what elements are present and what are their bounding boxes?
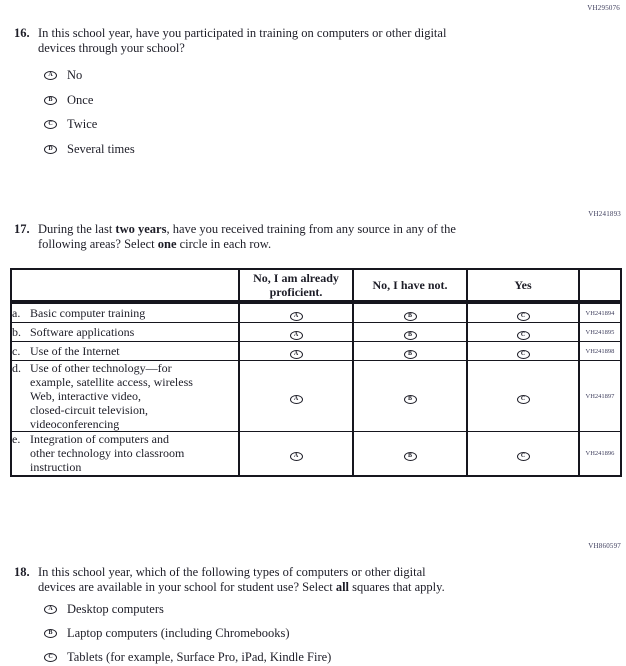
answer-bubble-a[interactable]: A (290, 452, 303, 461)
answer-bubble-d[interactable]: D (44, 145, 57, 154)
row-c-item-code: VH241898 (579, 342, 621, 361)
row-c-label-cell (11, 342, 239, 361)
question-18-text (38, 565, 445, 595)
row-b-yes-cell[interactable] (467, 323, 579, 342)
table-row-a (11, 303, 621, 323)
row-e-yes-cell[interactable] (467, 432, 579, 476)
row-b-proficient-cell[interactable] (239, 323, 353, 342)
question-18-number: 18. (14, 565, 30, 579)
answer-bubble-a[interactable]: A (290, 312, 303, 321)
answer-bubble-b[interactable]: B (44, 629, 57, 638)
row-label-line: example, satellite access, wireless (30, 375, 193, 389)
header-already-proficient: No, I am already proficient. (239, 269, 353, 301)
q16-option-several-times[interactable] (44, 142, 135, 156)
header-yes: Yes (467, 269, 579, 301)
question-18-line2: devices are available in your school for student use? Select all squares that apply. (38, 580, 445, 594)
header-code-column (579, 269, 621, 301)
question-16 (14, 26, 446, 56)
answer-bubble-b[interactable]: B (44, 96, 57, 105)
row-letter: e. (12, 432, 21, 447)
row-label-line: other technology into classroom (30, 446, 185, 461)
row-b-label-cell (11, 323, 239, 342)
row-label-line: Use of other technology—for (30, 361, 172, 375)
answer-bubble-c[interactable]: C (517, 395, 530, 404)
table-row-b (11, 323, 621, 342)
question-18 (14, 565, 445, 595)
q18-item-code: VH860597 (588, 542, 621, 550)
row-b-have-not-cell[interactable] (353, 323, 467, 342)
option-label: Laptop computers (including Chromebooks) (67, 626, 290, 640)
question-17-line1: During the last two years, have you received training from any source in any of the (38, 222, 456, 236)
row-d-item-code: VH241897 (579, 361, 621, 432)
question-16-line1: In this school year, have you participated in training on computers or other digital (38, 26, 447, 40)
answer-bubble-a[interactable]: A (290, 331, 303, 340)
q16-option-once[interactable] (44, 93, 93, 107)
question-16-text (38, 26, 446, 56)
row-c-have-not-cell[interactable] (353, 342, 467, 361)
row-a-have-not-cell[interactable] (353, 303, 467, 323)
answer-bubble-c[interactable]: C (44, 653, 57, 662)
option-label: Twice (67, 117, 98, 131)
question-16-line2: devices through your school? (38, 41, 185, 55)
question-18-line1: In this school year, which of the following types of computers or other digital (38, 565, 426, 579)
row-e-label-cell (11, 432, 239, 476)
row-label-line: Use of the Internet (30, 344, 120, 358)
row-label-line: Software applications (30, 325, 135, 339)
row-e-item-code: VH241896 (579, 432, 621, 476)
answer-bubble-a[interactable]: A (44, 605, 57, 614)
row-a-yes-cell[interactable] (467, 303, 579, 323)
row-label-line: instruction (30, 460, 82, 475)
q16-item-code: VH295076 (587, 4, 620, 12)
answer-bubble-b[interactable]: B (404, 312, 417, 321)
question-17 (14, 222, 456, 252)
question-16-number: 16. (14, 26, 30, 40)
answer-bubble-b[interactable]: B (404, 395, 417, 404)
row-d-label-cell (11, 361, 239, 432)
answer-bubble-c[interactable]: C (517, 452, 530, 461)
answer-bubble-c[interactable]: C (44, 120, 57, 129)
question-17-line2: following areas? Select one circle in each row. (38, 237, 272, 251)
header-have-not: No, I have not. (353, 269, 467, 301)
table-header-row (11, 269, 621, 301)
row-letter: a. (12, 306, 21, 320)
question-17-number: 17. (14, 222, 30, 236)
row-d-have-not-cell[interactable] (353, 361, 467, 432)
table-row-d (11, 361, 621, 432)
q17-response-table (10, 268, 622, 477)
answer-bubble-b[interactable]: B (404, 331, 417, 340)
option-label: Tablets (for example, Surface Pro, iPad, Kindle Fire) (67, 650, 332, 664)
q17-item-code: VH241893 (588, 210, 621, 218)
row-label-line: videoconferencing (30, 417, 120, 431)
answer-bubble-a[interactable]: A (290, 395, 303, 404)
row-c-proficient-cell[interactable] (239, 342, 353, 361)
answer-bubble-a[interactable]: A (44, 71, 57, 80)
row-label-line: Web, interactive video, (30, 389, 141, 403)
option-label: Desktop computers (67, 602, 164, 616)
row-d-proficient-cell[interactable] (239, 361, 353, 432)
q16-option-twice[interactable] (44, 117, 97, 131)
row-d-yes-cell[interactable] (467, 361, 579, 432)
option-label: Several times (67, 142, 135, 156)
header-empty (11, 269, 239, 301)
table-row-e (11, 432, 621, 476)
row-a-label-cell (11, 303, 239, 323)
row-label-line: Basic computer training (30, 306, 146, 320)
row-letter: c. (12, 344, 21, 358)
q18-option-laptop[interactable] (44, 626, 290, 640)
row-a-item-code: VH241894 (579, 303, 621, 323)
table-row-c (11, 342, 621, 361)
row-letter: d. (12, 361, 21, 375)
option-label: No (67, 68, 83, 82)
q16-option-no[interactable] (44, 68, 82, 82)
question-17-text (38, 222, 456, 252)
row-letter: b. (12, 325, 21, 339)
answer-bubble-c[interactable]: C (517, 312, 530, 321)
answer-bubble-c[interactable]: C (517, 350, 530, 359)
row-b-item-code: VH241895 (579, 323, 621, 342)
row-label-line: closed-circuit television, (30, 403, 148, 417)
row-label-line: Integration of computers and (30, 432, 169, 447)
answer-bubble-b[interactable]: B (404, 452, 417, 461)
option-label: Once (67, 93, 94, 107)
answer-bubble-c[interactable]: C (517, 331, 530, 340)
q18-option-tablets[interactable] (44, 650, 331, 664)
q18-option-desktop[interactable] (44, 602, 164, 616)
row-e-have-not-cell[interactable] (353, 432, 467, 476)
row-a-proficient-cell[interactable] (239, 303, 353, 323)
answer-bubble-b[interactable]: B (404, 350, 417, 359)
row-e-proficient-cell[interactable] (239, 432, 353, 476)
answer-bubble-a[interactable]: A (290, 350, 303, 359)
row-c-yes-cell[interactable] (467, 342, 579, 361)
